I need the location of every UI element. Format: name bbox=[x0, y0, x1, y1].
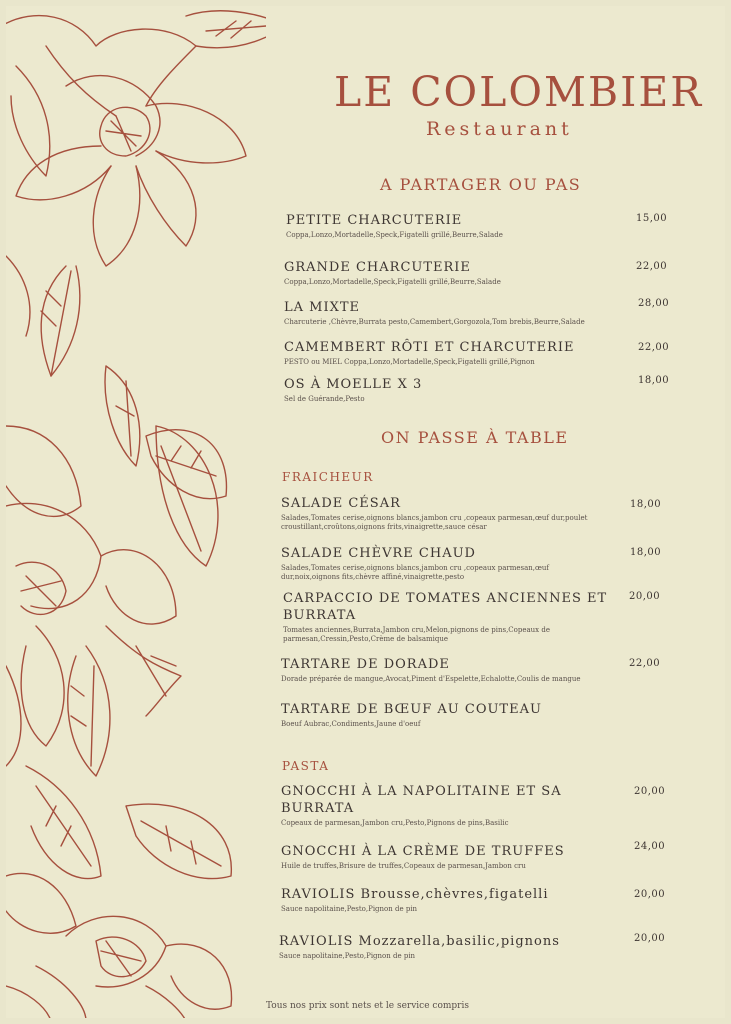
menu-item-description: Salades,Tomates cerise,oignons blancs,jambon cru ,copeaux parmesan,œuf dur,noix,oignons fits,chèvre affiné,vinaigrette,pesto bbox=[281, 564, 550, 581]
menu-item-description: Boeuf Aubrac,Condiments,Jaune d'oeuf bbox=[281, 720, 421, 728]
menu-item bbox=[281, 495, 641, 532]
menu-item bbox=[284, 299, 644, 327]
menu-item bbox=[281, 545, 641, 582]
menu-item-name: SALADE CÉSAR bbox=[281, 496, 401, 511]
menu-item-price: 22,00 bbox=[629, 658, 661, 669]
menu-item-name: GNOCCHI À LA CRÈME DE TRUFFES bbox=[281, 844, 565, 859]
menu-item bbox=[281, 783, 641, 828]
footer-note: Tous nos prix sont nets et le service compris bbox=[266, 1001, 469, 1011]
restaurant-subtitle: Restaurant bbox=[426, 118, 573, 140]
subsection-title-fraicheur: FRAICHEUR bbox=[282, 470, 374, 484]
menu-item bbox=[281, 701, 641, 729]
menu-item-price: 24,00 bbox=[634, 841, 666, 852]
flower-top-icon bbox=[6, 11, 266, 376]
menu-item-name: GNOCCHI À LA NAPOLITAINE ET SA BURRATA bbox=[281, 784, 562, 816]
menu-item bbox=[284, 376, 644, 404]
menu-item bbox=[284, 259, 644, 287]
menu-item-name: GRANDE CHARCUTERIE bbox=[284, 260, 471, 275]
menu-item bbox=[284, 339, 644, 367]
menu-item-price: 18,00 bbox=[638, 375, 670, 386]
menu-item-name: LA MIXTE bbox=[284, 300, 361, 315]
restaurant-name: LE COLOMBIER bbox=[334, 68, 704, 116]
menu-page bbox=[6, 6, 725, 1018]
menu-item bbox=[279, 933, 639, 961]
menu-item bbox=[286, 212, 646, 240]
menu-item bbox=[281, 656, 641, 684]
menu-item-name: CARPACCIO DE TOMATES ANCIENNES ET BURRATA bbox=[283, 591, 608, 623]
flower-bottom-icon bbox=[6, 766, 232, 1018]
menu-item-name: OS À MOELLE X 3 bbox=[284, 377, 423, 392]
menu-item-description: Sauce napolitaine,Pesto,Pignon de pin bbox=[281, 905, 418, 913]
menu-item-price: 22,00 bbox=[636, 261, 668, 272]
section-title-table: ON PASSE À TABLE bbox=[381, 428, 569, 447]
menu-item-description: Tomates anciennes,Burrata,Jambon cru,Melon,pignons de pins,Copeaux de parmesan,Cressin,Pesto,Crème de balsamique bbox=[283, 626, 550, 643]
menu-item-name: RAVIOLIS Mozzarella,basilic,pignons bbox=[279, 934, 560, 949]
menu-item-description: Copeaux de parmesan,Jambon cru,Pesto,Pignons de pins,Basilic bbox=[281, 819, 509, 827]
menu-item bbox=[283, 590, 643, 644]
menu-item-price: 15,00 bbox=[636, 213, 668, 224]
menu-item-description: Sauce napolitaine,Pesto,Pignon de pin bbox=[279, 952, 416, 960]
menu-item-description: Huile de truffes,Brisure de truffes,Copeaux de parmesan,Jambon cru bbox=[281, 862, 526, 870]
menu-item bbox=[281, 843, 641, 871]
subsection-title-pasta: PASTA bbox=[282, 759, 330, 773]
menu-item-description: PESTO ou MIEL Coppa,Lonzo,Mortadelle,Speck,Figatelli grillé,Pignon bbox=[284, 358, 535, 366]
menu-item-description: Sel de Guérande,Pesto bbox=[284, 395, 365, 403]
floral-illustration bbox=[6, 6, 266, 1018]
menu-item-description: Coppa,Lonzo,Mortadelle,Speck,Figatelli grillé,Beurre,Salade bbox=[286, 231, 503, 239]
menu-item-name: TARTARE DE BŒUF AU COUTEAU bbox=[281, 702, 542, 717]
menu-item-price: 20,00 bbox=[634, 889, 666, 900]
menu-item-name: CAMEMBERT RÔTI ET CHARCUTERIE bbox=[284, 340, 575, 355]
menu-item-name: TARTARE DE DORADE bbox=[281, 657, 450, 672]
menu-item-name: RAVIOLIS Brousse,chèvres,figatelli bbox=[281, 887, 549, 902]
menu-item-price: 28,00 bbox=[638, 298, 670, 309]
flower-middle-icon bbox=[6, 366, 226, 776]
menu-item-description: Coppa,Lonzo,Mortadelle,Speck,Figatelli grillé,Beurre,Salade bbox=[284, 278, 501, 286]
section-title-partager: A PARTAGER OU PAS bbox=[380, 175, 582, 194]
menu-item-price: 18,00 bbox=[630, 547, 662, 558]
menu-item-name: PETITE CHARCUTERIE bbox=[286, 213, 463, 228]
menu-item-price: 18,00 bbox=[630, 499, 662, 510]
menu-item-price: 20,00 bbox=[634, 933, 666, 944]
menu-item-price: 20,00 bbox=[634, 786, 666, 797]
menu-item-price: 20,00 bbox=[629, 591, 661, 602]
menu-item-description: Salades,Tomates cerise,oignons blancs,jambon cru ,copeaux parmesan,œuf dur,poulet croustillant,croûtons,oignons frits,vinaigrette,sauce césar bbox=[281, 514, 588, 531]
menu-item-description: Dorade préparée de mangue,Avocat,Piment d'Espelette,Echalotte,Coulis de mangue bbox=[281, 675, 581, 683]
menu-item bbox=[281, 886, 641, 914]
menu-item-price: 22,00 bbox=[638, 342, 670, 353]
menu-item-name: SALADE CHÈVRE CHAUD bbox=[281, 546, 476, 561]
menu-item-description: Charcuterie ,Chèvre,Burrata pesto,Camembert,Gorgozola,Tom brebis,Beurre,Salade bbox=[284, 318, 585, 326]
